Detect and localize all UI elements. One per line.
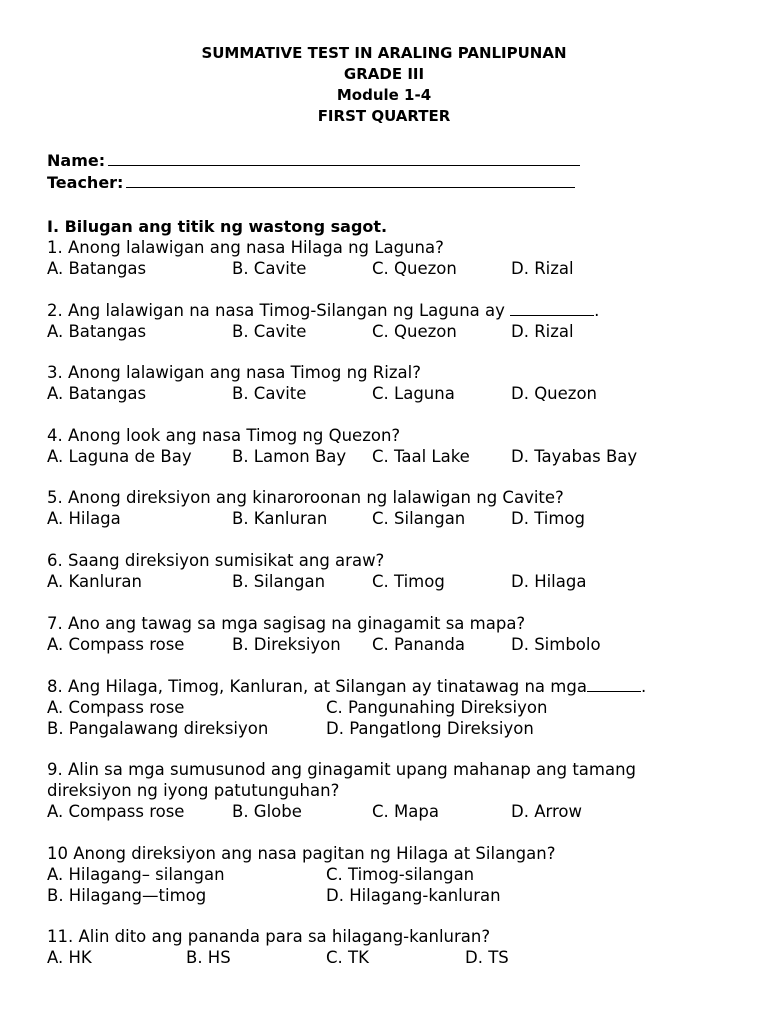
question-4 [47, 425, 747, 467]
option-b[interactable]: B. Kanluran [232, 509, 328, 528]
option-d[interactable]: D. Arrow [511, 802, 582, 821]
question-6 [47, 550, 747, 592]
option-c[interactable]: C. Timog-silangan [326, 865, 475, 884]
test-header [0, 43, 768, 127]
answer-options [47, 383, 747, 404]
option-a[interactable]: A. Compass rose [47, 635, 185, 654]
option-d[interactable]: D. Simbolo [511, 635, 601, 654]
option-c[interactable]: C. Timog [372, 572, 445, 591]
option-c[interactable]: C. Pananda [372, 635, 465, 654]
section-instruction: I. Bilugan ang titik ng wastong sagot. [47, 217, 388, 236]
question-11 [47, 926, 747, 968]
answer-options [47, 634, 747, 655]
option-b[interactable]: B. Direksiyon [232, 635, 341, 654]
question-text [47, 300, 747, 321]
question-7 [47, 613, 747, 655]
option-c[interactable]: C. Quezon [372, 259, 457, 278]
option-a[interactable]: A. Compass rose [47, 802, 185, 821]
question-text-line-1: 9. Alin sa mga sumusunod ang ginagamit upang mahanap ang tamang [47, 760, 637, 779]
question-text: 7. Ano ang tawag sa mga sagisag na ginagamit sa mapa? [47, 614, 526, 633]
module-range: Module 1-4 [336, 86, 432, 104]
question-text: 11. Alin dito ang pananda para sa hilagang-kanluran? [47, 927, 491, 946]
answer-options [47, 258, 747, 279]
question-text: 1. Anong lalawigan ang nasa Hilaga ng Laguna? [47, 238, 444, 257]
question-text-part: 2. Ang lalawigan na nasa Timog-Silangan ng Laguna ay [47, 301, 505, 320]
answer-options [47, 446, 747, 467]
question-text [47, 676, 747, 697]
student-fields [47, 150, 607, 194]
question-8 [47, 676, 747, 739]
answer-options [47, 571, 747, 592]
option-b[interactable]: B. Cavite [232, 322, 307, 341]
option-a[interactable]: A. Hilagang– silangan [47, 865, 225, 884]
question-5 [47, 487, 747, 529]
name-blank-line[interactable] [108, 150, 580, 166]
option-b[interactable]: B. Cavite [232, 259, 307, 278]
question-3 [47, 362, 747, 404]
option-c[interactable]: C. Quezon [372, 322, 457, 341]
teacher-blank-line[interactable] [126, 172, 575, 188]
option-d[interactable]: D. TS [465, 948, 509, 967]
option-a[interactable]: A. Laguna de Bay [47, 447, 192, 466]
option-c[interactable]: C. Laguna [372, 384, 455, 403]
option-a[interactable]: A. Compass rose [47, 698, 185, 717]
option-a[interactable]: A. HK [47, 948, 92, 967]
option-c[interactable]: C. Mapa [372, 802, 439, 821]
answer-options [47, 947, 747, 968]
answer-options [47, 801, 747, 822]
option-b[interactable]: B. Silangan [232, 572, 326, 591]
option-a[interactable]: A. Batangas [47, 259, 147, 278]
question-text: 4. Anong look ang nasa Timog ng Quezon? [47, 426, 401, 445]
option-a[interactable]: A. Hilaga [47, 509, 121, 528]
answer-options [47, 321, 747, 342]
option-d[interactable]: D. Hilaga [511, 572, 587, 591]
question-1 [47, 237, 747, 279]
answer-blank[interactable] [510, 300, 594, 316]
option-d[interactable]: D. Rizal [511, 259, 574, 278]
option-a[interactable]: A. Batangas [47, 322, 147, 341]
option-d[interactable]: D. Tayabas Bay [511, 447, 638, 466]
question-10 [47, 843, 747, 906]
option-d[interactable]: D. Rizal [511, 322, 574, 341]
option-d[interactable]: D. Hilagang-kanluran [326, 886, 501, 905]
question-2 [47, 300, 747, 342]
answer-options [47, 508, 747, 529]
question-9 [47, 759, 747, 822]
option-b[interactable]: B. Pangalawang direksiyon [47, 719, 269, 738]
test-title: SUMMATIVE TEST IN ARALING PANLIPUNAN [201, 44, 567, 62]
option-b[interactable]: B. Globe [232, 802, 302, 821]
question-text: 3. Anong lalawigan ang nasa Timog ng Rizal? [47, 363, 421, 382]
option-a[interactable]: A. Kanluran [47, 572, 142, 591]
option-c[interactable]: C. Silangan [372, 509, 466, 528]
answer-blank[interactable] [587, 676, 641, 692]
option-c[interactable]: C. Pangunahing Direksiyon [326, 698, 548, 717]
option-d[interactable]: D. Pangatlong Direksiyon [326, 719, 534, 738]
grade-level: GRADE III [343, 65, 425, 83]
question-text: 5. Anong direksiyon ang kinaroroonan ng lalawigan ng Cavite? [47, 488, 564, 507]
option-a[interactable]: A. Batangas [47, 384, 147, 403]
option-b[interactable]: B. Lamon Bay [232, 447, 347, 466]
teacher-label: Teacher: [47, 173, 124, 192]
question-text-end: . [640, 677, 647, 696]
name-field [47, 150, 607, 172]
answer-options [47, 718, 747, 739]
question-text-part: 8. Ang Hilaga, Timog, Kanluran, at Silangan ay tinatawag na mga [47, 677, 587, 696]
question-text-end: . [594, 301, 600, 320]
teacher-field [47, 172, 607, 194]
option-c[interactable]: C. Taal Lake [372, 447, 470, 466]
name-label: Name: [47, 151, 106, 170]
option-b[interactable]: B. Cavite [232, 384, 307, 403]
option-d[interactable]: D. Quezon [511, 384, 598, 403]
option-c[interactable]: C. TK [326, 948, 369, 967]
option-b[interactable]: B. HS [186, 948, 231, 967]
quarter: FIRST QUARTER [317, 107, 451, 125]
answer-options [47, 697, 747, 718]
answer-options [47, 885, 747, 906]
answer-options [47, 864, 747, 885]
question-text: 6. Saang direksiyon sumisikat ang araw? [47, 551, 385, 570]
question-text: 10 Anong direksiyon ang nasa pagitan ng Hilaga at Silangan? [47, 844, 556, 863]
question-text-line-2: direksiyon ng iyong patutunguhan? [47, 781, 340, 800]
option-d[interactable]: D. Timog [511, 509, 585, 528]
option-b[interactable]: B. Hilagang—timog [47, 886, 207, 905]
